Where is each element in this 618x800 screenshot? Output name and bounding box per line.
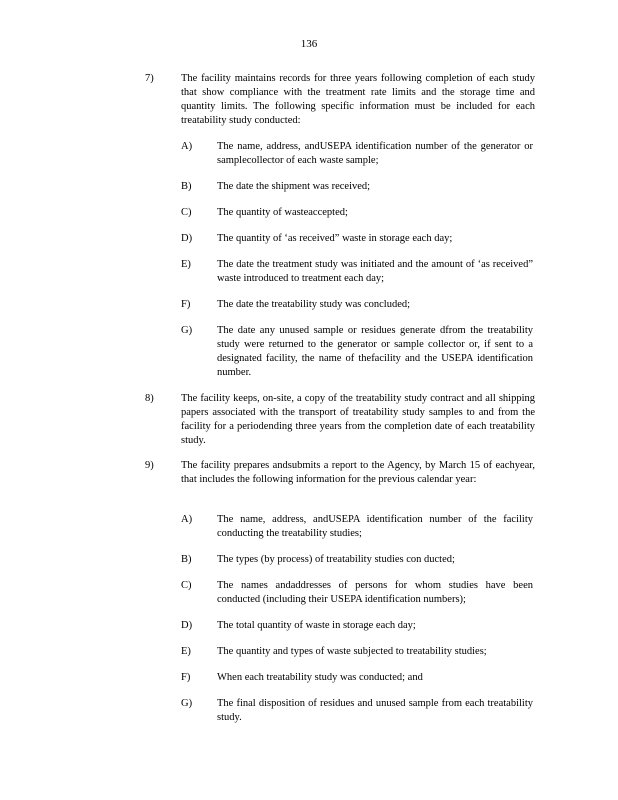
- item-text: The facility keeps, on-site, a copy of the treatability study contract and all shipping papers associated with the transport of treatability study samples to and from the facility for a periodending three years from the completion date of each treatability study.: [181, 393, 535, 446]
- sub-text: The quantity and types of waste subjected to treatability studies;: [217, 646, 487, 657]
- sub-text: The date the treatment study was initiated and the amount of ‘as received” waste introduced to treatment each day;: [217, 259, 533, 284]
- item-9-sub-g: [181, 697, 533, 725]
- sub-letter: D): [181, 233, 193, 244]
- sub-letter: G): [181, 325, 193, 336]
- item-7-sub-c: [181, 206, 533, 220]
- item-9-sub-d: [181, 619, 533, 633]
- item-7-sub-a: [181, 140, 533, 168]
- sub-text: The final disposition of residues and unused sample from each treatability study.: [217, 698, 533, 723]
- sub-letter: C): [181, 580, 192, 591]
- item-9-sub-a: [181, 513, 533, 541]
- item-text: The facility maintains records for three years following completion of each study that show compliance with the treatment rate limits and the storage time and quantity limits. The following specific information must be included for each treatability study conducted:: [181, 73, 535, 126]
- item-7-sub-g: [181, 324, 533, 380]
- item-7: [145, 72, 535, 128]
- sub-text: When each treatability study was conducted; and: [217, 672, 423, 683]
- item-9-sub-b: [181, 553, 533, 567]
- item-7-sub-e: [181, 258, 533, 286]
- item-9-sub-c: [181, 579, 533, 607]
- sub-letter: E): [181, 646, 191, 657]
- item-9-sub-e: [181, 645, 533, 659]
- item-number: 8): [145, 393, 154, 404]
- item-text: The facility prepares andsubmits a report to the Agency, by March 15 of eachyear, that includes the following information for the previous calendar year:: [181, 460, 535, 485]
- sub-text: The total quantity of waste in storage each day;: [217, 620, 416, 631]
- sub-letter: A): [181, 141, 193, 152]
- sub-text: The quantity of wasteaccepted;: [217, 207, 348, 218]
- sub-text: The date the shipment was received;: [217, 181, 371, 192]
- sub-text: The names andaddresses of persons for whom studies have been conducted (including their USEPA identification numbers);: [217, 580, 533, 605]
- item-9-sub-f: [181, 671, 533, 685]
- page-number: 136: [300, 38, 318, 50]
- sub-letter: D): [181, 620, 193, 631]
- item-7-sub-b: [181, 180, 533, 194]
- item-7-sub-f: [181, 298, 533, 312]
- sub-text: The date the treatability study was concluded;: [217, 299, 411, 310]
- sub-letter: F): [181, 299, 191, 310]
- sub-text: The date any unused sample or residues generate dfrom the treatability study were returned to the generator or sample collector or, if sent to a designated facility, the name of thefacility and the USEPA identification number.: [217, 325, 533, 378]
- sub-letter: B): [181, 181, 192, 192]
- sub-text: The quantity of ‘as received” waste in storage each day;: [217, 233, 453, 244]
- sub-letter: B): [181, 554, 192, 565]
- item-9: [145, 459, 535, 487]
- sub-letter: F): [181, 672, 191, 683]
- item-number: 9): [145, 460, 154, 471]
- sub-text: The types (by process) of treatability studies con ducted;: [217, 554, 455, 565]
- sub-letter: A): [181, 514, 193, 525]
- sub-text: The name, address, andUSEPA identification number of the generator or samplecollector of each waste sample;: [217, 141, 533, 166]
- sub-letter: C): [181, 207, 192, 218]
- sub-letter: G): [181, 698, 193, 709]
- item-7-sub-d: [181, 232, 533, 246]
- sub-text: The name, address, andUSEPA identification number of the facility conducting the treatability studies;: [217, 514, 533, 539]
- item-number: 7): [145, 73, 154, 84]
- sub-letter: E): [181, 259, 191, 270]
- item-8: [145, 392, 535, 448]
